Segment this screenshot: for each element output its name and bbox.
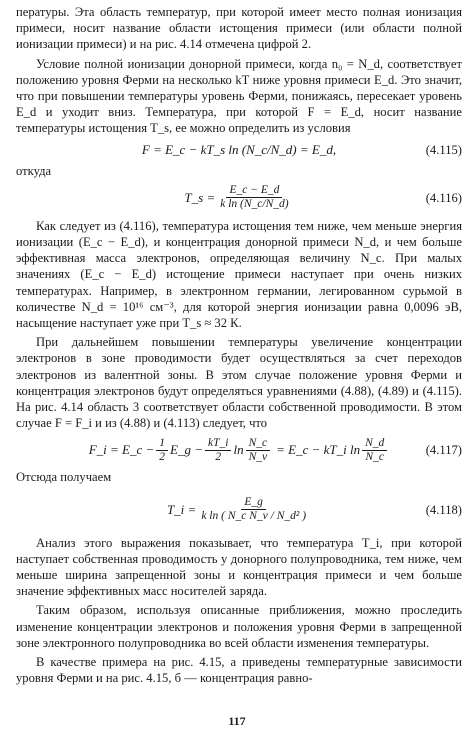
paragraph-4: При дальнейшем повышении температуры увеличение концентрации электронов в зоне проводимости будет осуществляться за счет переходов электронов из валентной зоны. В этом случае положение уровня Ферми и концентрация электронов будут определяться уравнениями (4.88), (4.89) и (4.115). На рис. 4.14 область 3 соответствует области собственной проводимости. В этом случае F = F_i и из (4.88) и (4.113) следует, что [16, 335, 462, 431]
equation-4-118-numerator: E_g [241, 496, 266, 510]
equation-4-117-ndnc-den: N_c [365, 450, 384, 463]
equation-4-115 [16, 139, 462, 161]
equation-4-117-half-num: 1 [156, 437, 168, 451]
equation-4-118-fraction [198, 496, 309, 523]
equation-4-117-kt-num: kT_i [205, 437, 231, 451]
equation-4-117-eg: E_g − [170, 442, 203, 458]
paragraph-6: Таким образом, используя описанные приближения, можно проследить изменение концентрации электронов и положения уровня Ферми в запрещенной зоне электронного полупроводника во всей области изменения температуры. [16, 603, 462, 650]
paragraph-7: В качестве примера на рис. 4.15, а приведены температурные зависимости уровня Ферми и на рис. 4.15, б — концентрация равно- [16, 655, 462, 686]
page-content [16, 4, 462, 687]
equation-4-115-body: F = E_c − kT_s ln (N_c/N_d) = E_d, [141, 141, 337, 157]
equation-4-117-ncnv-den: N_v [248, 450, 268, 463]
equation-4-116-number: (4.116) [425, 190, 462, 205]
equation-4-116-denominator: k ln (N_c/N_d) [220, 198, 289, 211]
paragraph-2-tail: откуда [16, 163, 52, 178]
equation-4-117-ncnv-num: N_c [246, 437, 271, 451]
equation-4-117-ln: ln [233, 442, 244, 458]
page-number: 117 [228, 714, 246, 728]
equation-4-118-number: (4.118) [425, 502, 462, 517]
paragraph-1: пературы. Эта область температур, при которой имеет место полная ионизация примеси, носит название области истощения примеси (или области полной ионизации примеси) и на рис. 4.14 отмечена цифрой 2. [16, 5, 462, 52]
paragraph-3: Как следует из (4.116), температура истощения тем ниже, чем меньше энергия ионизации (E_c − E_d), и концентрация донорной примеси N_d, и чем больше эффективная масса электронов, определяющая величину N_c. При малых значениях (E_c − E_d) истощение примеси наступает при очень низких температурах. Например, в электронном германии, легированном сурьмой в количестве N_d = 10¹⁶ см⁻³, для которой энергия ионизации равна 0,0096 эВ, насыщение наступает уже при T_s ≈ 32 К. [16, 218, 462, 331]
equation-4-116 [16, 181, 462, 215]
equation-4-118-denominator: k ln ( N_c N_v / N_d² ) [201, 510, 307, 523]
equation-4-117-half [156, 437, 168, 464]
equation-4-117-ncnv [246, 437, 271, 464]
paragraph-2: Условие полной ионизации донорной примеси, когда n₀ = N_d, соответствует положению уровня Ферми на несколько kT ниже уровня примеси E_d. Это значит, что при повышении температуры уровень Ферми, понижаясь, пересекает уровень E_d и уходит вниз. Температура, при которой F = E_d, носит название температуры истощения T_s, ее можно определить из условия [16, 56, 462, 136]
equation-4-117-ndnc [362, 437, 387, 464]
equation-4-117 [16, 433, 462, 467]
equation-4-117-lhs: F_i = E_c − [88, 442, 155, 458]
equation-4-117-ndnc-num: N_d [362, 437, 387, 451]
equation-4-116-fraction [217, 184, 291, 211]
equation-4-116-lhs: T_s = [184, 189, 216, 205]
equation-4-117-number: (4.117) [425, 443, 462, 458]
equation-4-115-number: (4.115) [425, 142, 462, 157]
equation-4-117-kt-den: 2 [215, 450, 222, 463]
equation-4-117-kt [205, 437, 231, 464]
equation-4-117-rhs: = E_c − kT_i ln [276, 442, 361, 458]
paragraph-4-tail: Отсюда получаем [16, 470, 112, 485]
equation-4-117-half-den: 2 [159, 450, 166, 463]
equation-4-116-numerator: E_c − E_d [226, 184, 282, 198]
equation-4-118 [16, 488, 462, 532]
equation-4-118-lhs: T_i = [166, 501, 197, 517]
paragraph-5: Анализ этого выражения показывает, что температура T_i, при которой наступает собственная проводимость у донорного полупроводника, тем ниже, чем меньше ширина запрещенной зоны и концентрация примеси и чем больше значение эффективных масс носителей заряда. [16, 535, 462, 599]
